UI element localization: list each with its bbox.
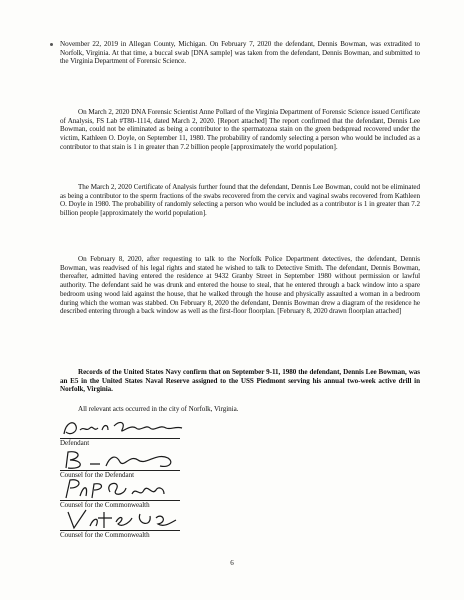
signature-commonwealth-2 <box>60 508 180 531</box>
paragraph-certificate-analysis: On March 2, 2020 DNA Forensic Scientist Anne Pollard of the Virginia Department of Forensic Science issued Certificate of Analysis, FS Lab #T80-1114, dated March 2, 2020. [Report attached] The report confirmed that the defendant, Dennis Lee Bowman, could not be eliminated as being a contributor to the spermatozoa stain on the green bedspread recovered under the victim, Kathleen O. Doyle, on September 11, 1980. The probability of randomly selecting a person who would be included as a contributor to that stain is 1 in greater than 7.2 billion people [approximately the world population]. <box>60 108 420 151</box>
page-number: 6 <box>230 559 234 567</box>
paragraph-jurisdiction: All relevant acts occurred in the city of Norfolk, Virginia. <box>78 405 239 413</box>
paragraph-sperm-fractions: The March 2, 2020 Certificate of Analysis further found that the defendant, Dennis Lee Bowman, could not be eliminated as being a contributor to the sperm fractions of the swabs recovered from the cervix and vaginal swabs recovered from Kathleen O. Doyle in 1980. The probability of randomly selecting a person who would be included as a contributor is 1 in greater than 7.2 billion people [approximately the world population]. <box>60 183 420 218</box>
paragraph-confession: On February 8, 2020, after requesting to talk to the Norfolk Police Department detectives, the defendant, Dennis Bowman, was readvised of his legal rights and stated he wished to talk to Detective Smith. The defendant, Dennis Bowman, thereafter, admitted having entered the residence at 9432 Granby Street in September 1980 without permission or lawful authority. The defendant said he was drunk and entered the house to steal, that he entered through a back window into a spare bedroom using wood laid against the house, that he walked through the house and physically assaulted a woman in a bedroom during which the woman was stabbed. On February 8, 2020 the defendant, Dennis Bowman drew a diagram of the residence he described entering through a back window as well as the first-floor floorplan. [February 8, 2020 drawn floorplan attached] <box>60 255 420 316</box>
signature-block-commonwealth-2 <box>60 508 260 541</box>
paragraph-navy-records: Records of the United States Navy confirm that on September 9-11, 1980 the defendant, Dennis Lee Bowman, was an E5 in the United States Naval Reserve assigned to the USS Piedmont serving his annual two-week active drill in Norfolk, Virginia. <box>60 368 420 394</box>
signature-block-commonwealth-1 <box>60 478 260 511</box>
signature-commonwealth-1 <box>60 478 180 501</box>
signature-defendant <box>60 416 180 439</box>
signature-label-defendant: Defendant <box>60 439 90 447</box>
signature-label-defense-counsel: Counsel for the Defendant <box>60 471 135 479</box>
signature-label-commonwealth-1: Counsel for the Commonwealth <box>60 501 150 509</box>
paragraph-extradition: November 22, 2019 in Allegan County, Michigan. On February 7, 2020 the defendant, Dennis Bowman, was extradited to Norfolk, Virginia. At that time, a buccal swab [DNA sample] was taken from the defendant, Dennis Bowman, and submitted to the Virginia Department of Forensic Science. <box>60 40 420 66</box>
signature-block-defense-counsel <box>60 448 260 481</box>
signature-defense-counsel <box>60 448 180 471</box>
signature-label-commonwealth-2: Counsel for the Commonwealth <box>60 531 150 539</box>
signature-block-defendant <box>60 416 260 449</box>
scan-mark <box>50 43 53 46</box>
